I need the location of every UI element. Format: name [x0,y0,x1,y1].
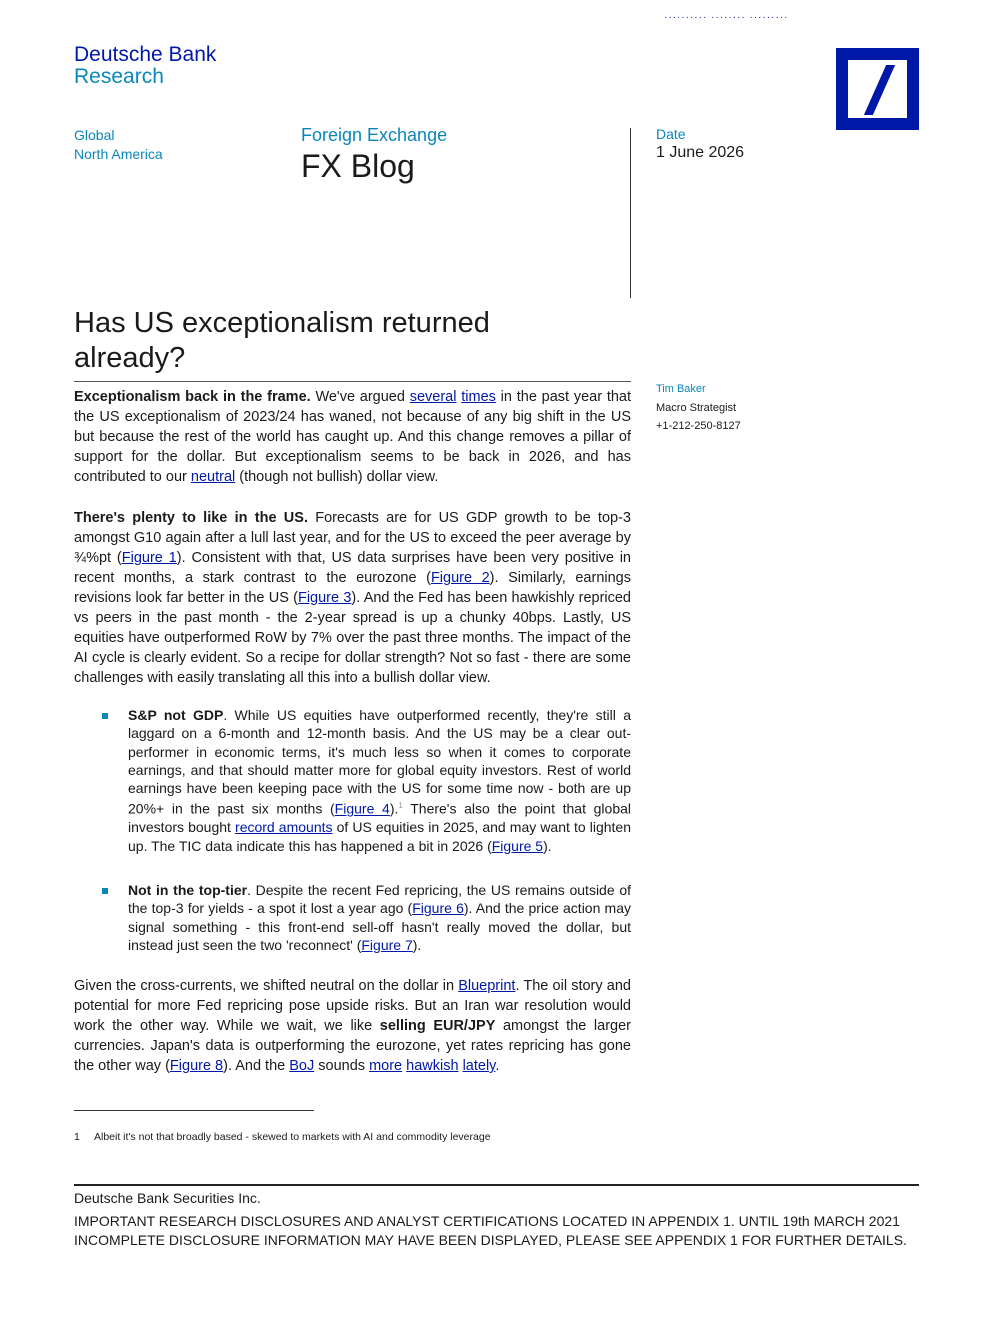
footer-company: Deutsche Bank Securities Inc. [74,1190,261,1206]
link-lately[interactable]: lately [462,1058,496,1074]
series-name: Foreign Exchange [301,125,448,145]
b1-text-4: of US equities in 2025, and may want to lighten up. The TIC data indicate this has happened a bit in 2026 ( [128,819,631,854]
p1-text: We've argued [310,389,410,405]
link-figure-1[interactable]: Figure 1 [121,550,177,566]
author-phone: +1-212-250-8127 [656,420,741,432]
p2-text-3: ). Similarly, earnings revisions look far better in the US ( [74,570,631,606]
link-figure-3[interactable]: Figure 3 [297,590,352,606]
deutsche-bank-logo-icon [836,48,919,130]
p1-text-3: (though not bullish) dollar view. [235,469,439,485]
header-mark: ·········· ········ ········· [664,12,789,23]
link-blueprint[interactable]: Blueprint [458,978,516,994]
b1-text-3: There's also the point that global investors bought [128,801,632,836]
b1-text-2: ). [389,801,399,818]
p3-text: Given the cross-currents, we shifted neutral on the dollar in [74,978,459,994]
link-figure-7[interactable]: Figure 7 [361,936,413,953]
link-more[interactable]: more [369,1058,403,1074]
p2-text-2: ). Consistent with that, US data surprises have been very positive in recent months, a stark contrast to the eurozone ( [74,550,632,586]
link-record-amounts[interactable]: record amounts [235,819,333,836]
link-several[interactable]: several [409,389,457,405]
brand-line-2: Research [74,65,164,88]
p1-text-2: in the past year that the US exceptionalism of 2023/24 has waned, not because of any big shift in the US but because the rest of the world has caught up. And this change removes a pillar of support for the dollar. But exceptionalism seems to be back in 2026, and has contributed to our [74,389,632,485]
footnote [74,1131,491,1143]
bullet-2 [101,881,631,954]
p2-lead: There's plenty to like in the US. [74,510,308,526]
link-times[interactable]: times [461,389,496,405]
link-boj[interactable]: BoJ [289,1058,315,1074]
publication-title: FX Blog [301,148,415,184]
b1-text-5: ). [543,837,552,854]
title-rule [74,381,631,382]
link-neutral[interactable]: neutral [190,469,236,485]
footnote-ref[interactable]: 1 [398,801,403,811]
link-figure-6[interactable]: Figure 6 [412,900,464,917]
b2-lead: Not in the top-tier [128,882,248,898]
p3-text-4: ). And the [223,1058,290,1074]
link-figure-2[interactable]: Figure 2 [430,570,490,586]
p1-lead: Exceptionalism back in the frame. [74,389,311,405]
p3-text-6: . [495,1058,500,1074]
b2-text-3: ). [412,936,422,953]
author-role: Macro Strategist [656,401,737,414]
footnote-number: 1 [74,1131,80,1143]
p3-text-5: sounds [314,1058,370,1074]
b2-text: . Despite the recent Fed repricing, the US remains outside of the top-3 for yields - a spot it lost a year ago ( [128,882,631,917]
footnote-rule [74,1110,314,1111]
footer-disclosure: IMPORTANT RESEARCH DISCLOSURES AND ANALYST CERTIFICATIONS LOCATED IN APPENDIX 1. UNTIL 19th MARCH 2021 INCOMPLETE DISCLOSURE INFORMATION MAY HAVE BEEN DISPLAYED, PLEASE SEE APPENDIX 1 FOR FURTHER DETAILS. [74,1213,907,1248]
bullet-square-icon [102,713,108,719]
paragraph-2 [74,508,631,688]
date-label: Date [656,126,686,142]
brand-name [74,44,216,88]
paragraph-1 [74,387,631,487]
author-block [656,380,741,436]
p2-text-4: ). And the Fed has been hawkishly repriced vs peers in the past month - the 2-year spread is up a chunky 40bps. Lastly, US equities have outperformed RoW by 7% over the past three months. The impact of the AI cycle is clearly evident. So a recipe for dollar strength? Not so fast - there are some challenges with easily translating all this into a bullish dollar view. [74,590,631,686]
p3-text-3: amongst the larger currencies. Japan's data is outperforming the eurozone, yet rates repricing has gone the other way ( [74,1018,631,1074]
p3-bold: selling EUR/JPY [379,1018,496,1034]
footnote-text: Albeit it's not that broadly based - skewed to markets with AI and commodity leverage [94,1131,491,1143]
bullet-square-icon [102,888,108,894]
link-figure-4[interactable]: Figure 4 [334,801,390,818]
b1-text: . While US equities have outperformed recently, they're still a laggard on a 6-month and 12-month basis. And the US may be a clear out-performer in economic terms, it's much less so when it comes to corporate earnings, and that should matter more for global equity investors. Rest of world earnings have been keeping pace with the US for some time now - both are up 20%+ in the past six months ( [128,707,631,818]
region-north-america: North America [74,146,163,162]
link-figure-5[interactable]: Figure 5 [491,837,544,854]
header-divider [630,128,631,298]
b1-lead: S&P not GDP [128,707,224,723]
b2-text-2: ). And the price action may signal something - this front-end sell-off hasn't really moved the dollar, but instead just seen the two 'reconnect' ( [128,900,631,953]
footer-rule [74,1184,919,1186]
region-list [74,126,163,164]
date-value: 1 June 2026 [656,144,745,161]
p2-text: Forecasts are for US GDP growth to be top-3 amongst G10 again after a lull last year, and for the US to exceed the peer average by ¾%pt ( [74,510,631,566]
bullet-1 [101,706,631,855]
brand-line-1: Deutsche Bank [74,43,217,66]
article-title: Has US exceptionalism returned already? [74,307,490,374]
link-figure-8[interactable]: Figure 8 [169,1058,224,1074]
author-name[interactable]: Tim Baker [656,383,706,395]
link-hawkish[interactable]: hawkish [406,1058,459,1074]
region-global: Global [74,127,115,143]
p3-text-2: . The oil story and potential for more Fed repricing pose upside risks. But an Iran war resolution would work the other way. While we wait, we like [74,978,631,1034]
paragraph-3 [74,976,631,1076]
